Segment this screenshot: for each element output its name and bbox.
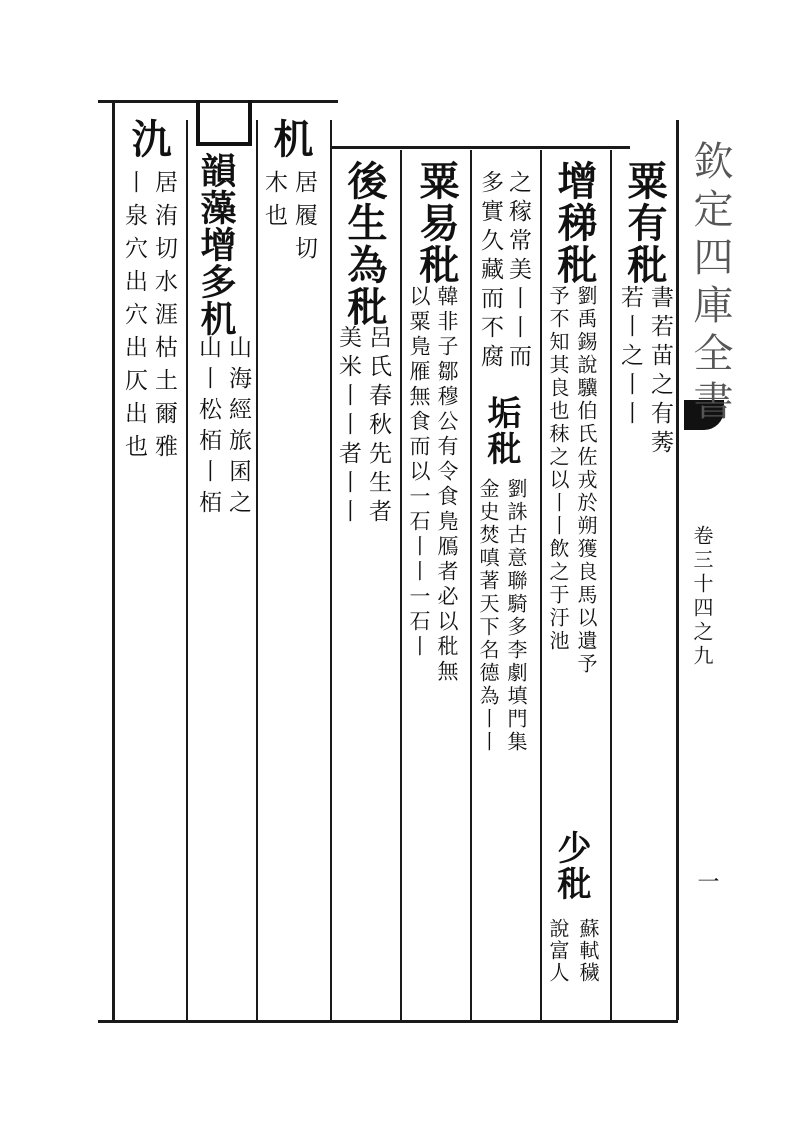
entry-note: 丨泉穴出穴出仄出也 [121,170,147,467]
entry-note: 劉禹錫說驥伯氏佐戎於朔獲良馬以遺予 [574,285,598,676]
entry-heading: 氿 [125,118,172,160]
entry-note: 美米丨丨者丨丨 [335,325,361,528]
entry-note: 以粟鳬雁無食而以一石丨丨一石丨 [407,285,431,660]
entry-heading: 少秕 [551,830,591,902]
entry-note: 金史焚嗔著天下名德為丨丨 [476,478,500,754]
entry-note: 山丨松栢丨栢 [195,335,221,521]
entry-note: 予不知其良也秣之以丨丨飲之于汙池 [546,285,570,653]
entry-note: 說富人 [546,918,570,984]
page-number: 一 [694,870,719,892]
top-border-rule-right [330,146,630,149]
book-title: 欽定四庫全書 [687,140,733,428]
entry-note: 多實久藏而不腐 [477,170,503,373]
entry-heading: 韻藻增多机 [195,152,237,337]
column-divider [400,150,402,1020]
entry-note: 若丨之丨丨 [617,285,643,430]
fishtail-bracket-mark [196,100,252,146]
column-divider [112,100,115,1020]
entry-note: 呂氏春秋先生者 [365,325,391,528]
column-divider [676,120,679,1020]
entry-note: 山海經旅囷之 [225,335,251,521]
volume-label: 卷三十四之九 [690,525,714,669]
bottom-border-rule [98,1020,678,1023]
entry-note: 韓非子鄒穆公有令食鳬鴈者必以秕無 [435,285,459,685]
entry-note: 劉誅古意聯騎多李劇填門集 [504,478,528,754]
entry-heading: 後生為秕 [341,160,388,328]
column-divider [470,150,472,1020]
entry-note: 蘇軾穢 [576,918,600,984]
entry-note: 書若苗之有莠 [647,285,673,459]
entry-heading: 增稊秕 [551,160,598,286]
entry-heading: 粟易秕 [413,160,460,286]
entry-note: 之稼常美丨丨而 [505,170,531,373]
column-divider [186,120,188,1020]
entry-note: 居洧切水涯枯土爾雅 [151,170,177,467]
column-divider [540,150,542,1020]
column-divider [256,120,258,1020]
column-divider [610,150,612,1020]
column-divider [330,120,332,1020]
entry-heading: 机 [267,118,314,160]
entry-heading: 粟有秕 [621,160,668,286]
entry-heading: 垢秕 [481,395,521,467]
entry-note: 木也 [261,170,287,236]
entry-note: 居履切 [291,170,317,269]
